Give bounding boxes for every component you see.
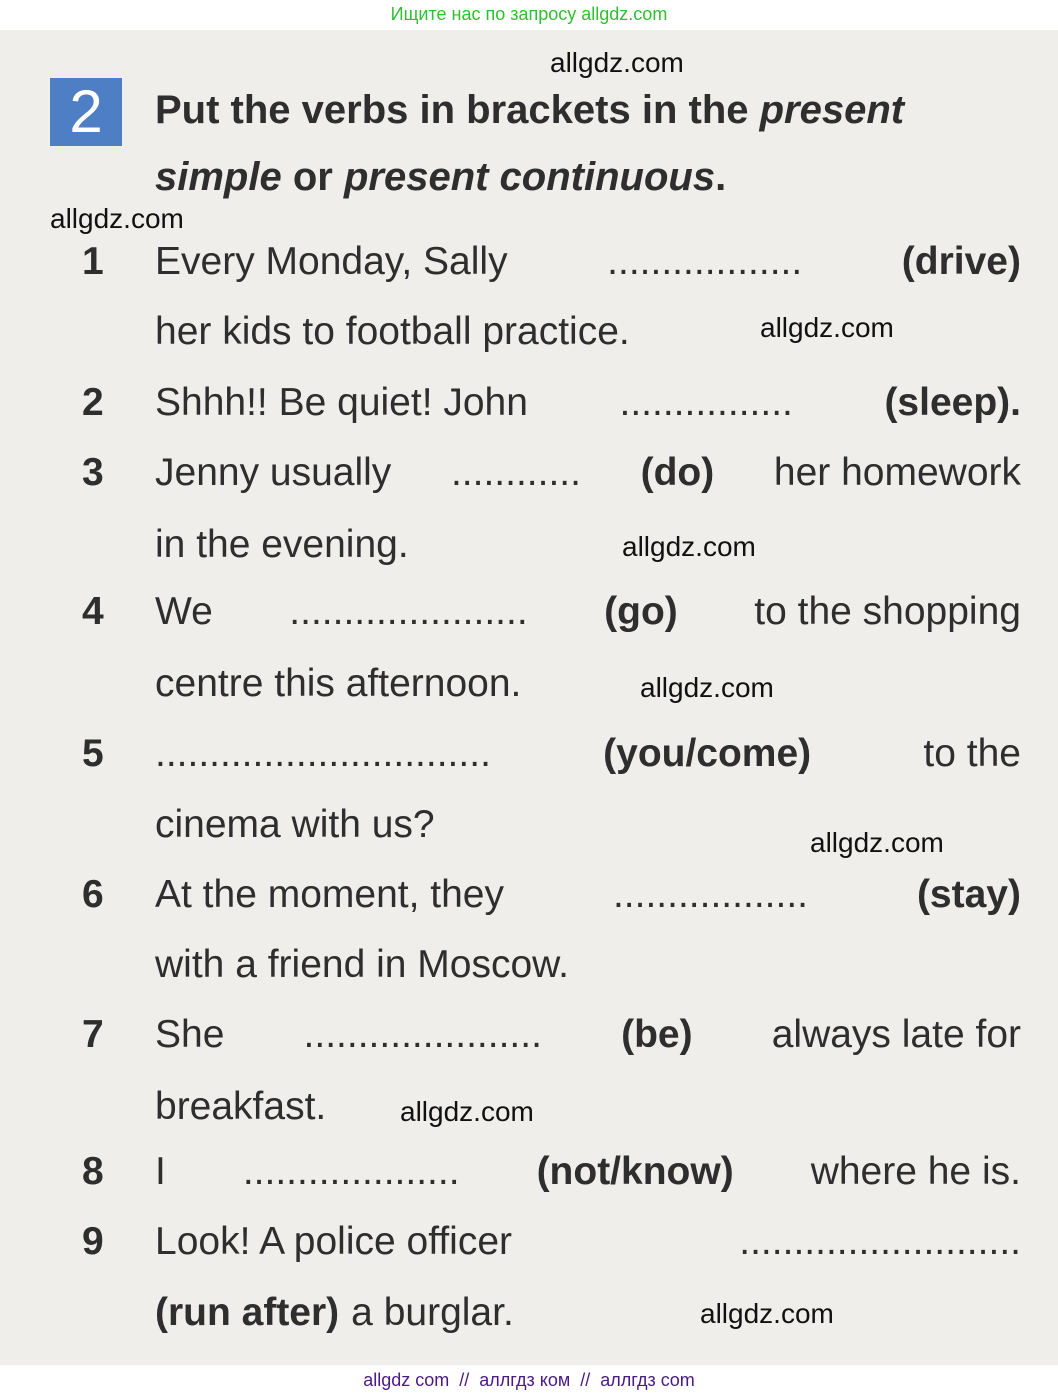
item-number: 5 [82, 732, 104, 775]
item-number: 6 [82, 873, 104, 916]
top-banner: Ищите нас по запросу allgdz.com [390, 4, 668, 24]
watermark: allgdz.com [640, 672, 774, 703]
item-7: She ...................... (be) always late for [155, 1013, 1021, 1056]
item-9-cont: (run after) a burglar. [155, 1291, 514, 1334]
watermark: allgdz.com [810, 827, 944, 858]
item-number: 9 [82, 1220, 104, 1263]
watermark: allgdz.com [50, 203, 184, 234]
exercise-title: Put the verbs in brackets in the present [155, 88, 905, 132]
exercise-title-2: simple or present continuous. [155, 155, 727, 199]
item-number: 3 [82, 451, 104, 494]
item-6-cont: with a friend in Moscow. [155, 943, 570, 986]
item-5-cont: cinema with us? [155, 803, 435, 846]
item-5: ............................... (you/come) to the [155, 732, 1021, 775]
item-6: At the moment, they .................. (stay) [155, 873, 1021, 916]
watermark: allgdz.com [622, 531, 756, 562]
item-number: 8 [82, 1150, 104, 1193]
item-number: 2 [82, 381, 104, 424]
item-number: 4 [82, 590, 104, 633]
item-1-cont: her kids to football practice. [155, 310, 630, 353]
item-number: 7 [82, 1013, 104, 1056]
item-3-cont: in the evening. [155, 523, 409, 566]
item-4: We ...................... (go) to the shopping [155, 590, 1021, 633]
item-8: I .................... (not/know) where he is. [155, 1150, 1021, 1193]
item-3: Jenny usually ............ (do) her homework [155, 451, 1021, 494]
bottom-banner: allgdz com // аллгдз ком // аллгдз com [363, 1370, 695, 1390]
item-number: 1 [82, 240, 104, 283]
watermark: allgdz.com [760, 312, 894, 343]
item-9: Look! A police officer .......................... [155, 1220, 1021, 1263]
item-4-cont: centre this afternoon. [155, 662, 522, 705]
watermark: allgdz.com [700, 1298, 834, 1329]
exercise-number-badge: 2 [50, 78, 122, 146]
watermark: allgdz.com [550, 47, 684, 78]
watermark: allgdz.com [400, 1096, 534, 1127]
item-2: Shhh!! Be quiet! John ................ (sleep). [155, 381, 1021, 424]
item-1: Every Monday, Sally .................. (drive) [155, 240, 1021, 283]
item-7-cont: breakfast. [155, 1085, 327, 1128]
